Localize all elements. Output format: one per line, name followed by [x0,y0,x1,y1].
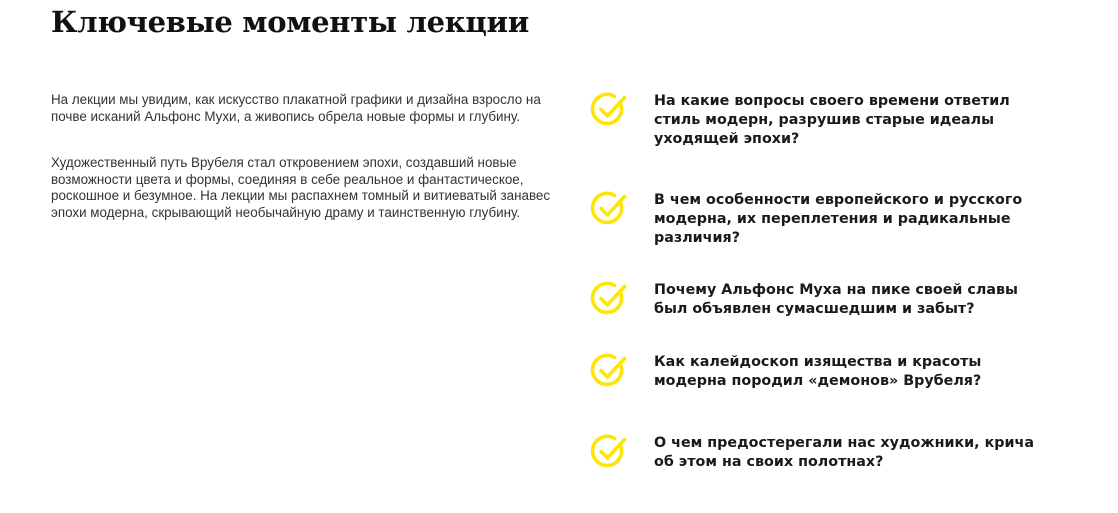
check-circle-icon [590,352,628,390]
check-circle-icon [590,280,628,318]
question-item [590,352,1060,422]
page-title: Ключевые моменты лекции [51,5,529,39]
question-item [590,91,1060,161]
intro-paragraph: Художественный путь Врубеля стал откровением эпохи, создавший новые возможности цвета и формы, соединяя в себе реальное и фантастическое, роскошное и безумное. На лекции мы распахнем томный и витиеватый занавес эпохи модерна, скрывающий необычайную драму и таинственную глубину. [51,155,551,220]
question-text: Почему Альфонс Муха на пике своей славы был объявлен сумасшедшим и забыт? [654,282,1018,317]
check-circle-icon [590,190,628,228]
question-text: Как калейдоскоп изящества и красоты модерна породил «демонов» Врубеля? [654,354,982,389]
check-circle-icon [590,91,628,129]
question-text: В чем особенности европейского и русского модерна, их переплетения и радикальные различия? [654,192,1023,246]
question-text: О чем предостерегали нас художники, крича об этом на своих полотнах? [654,435,1035,470]
lecture-intro [51,92,571,221]
question-item [590,433,1060,503]
intro-paragraph: На лекции мы увидим, как искусство плакатной графики и дизайна взросло на почве исканий Альфонс Мухи, а живопись обрела новые формы и глубину. [51,92,541,124]
check-circle-icon [590,433,628,471]
question-item [590,280,1060,350]
question-item [590,190,1060,260]
question-text: На какие вопросы своего времени ответил стиль модерн, разрушив старые идеалы уходящей эпохи? [654,93,1010,147]
